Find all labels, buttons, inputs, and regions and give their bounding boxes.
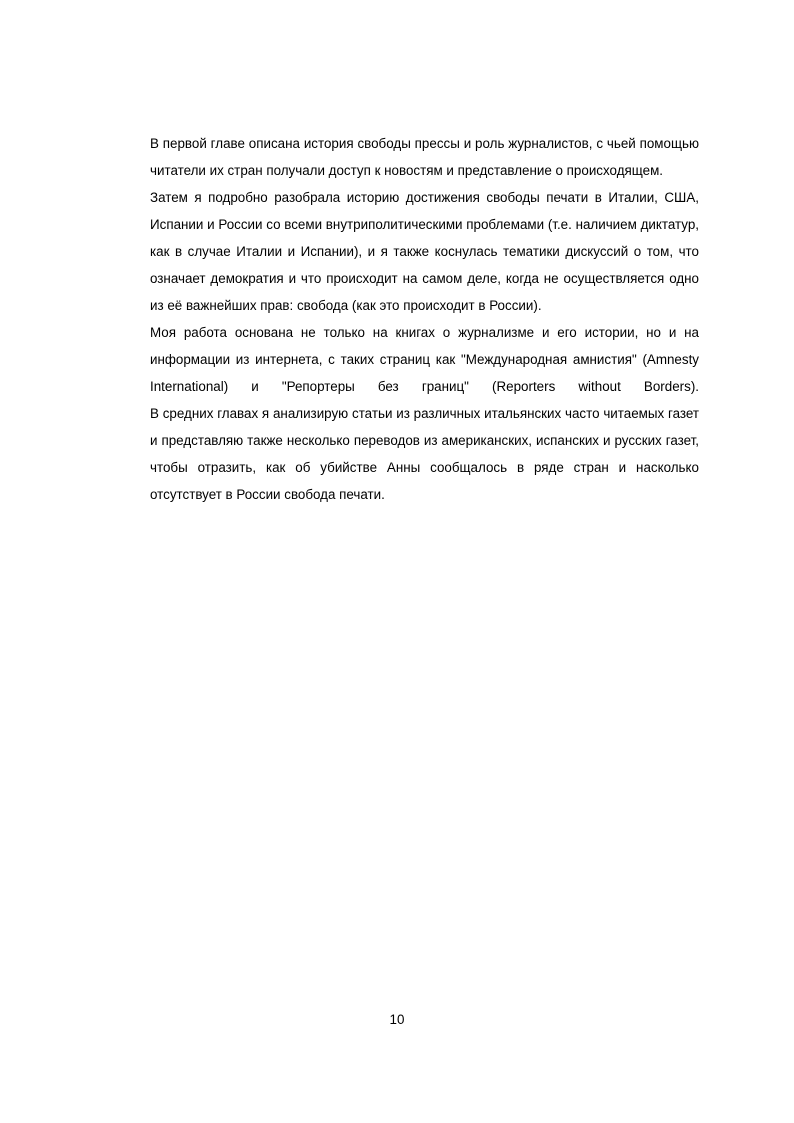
paragraph-2: Затем я подробно разобрала историю достижения свободы печати в Италии, США, Испании и России со всеми внутриполитическими проблемами (т.е. наличием диктатур, как в случае Италии и Испании), и я также коснулась тематики дискуссий о том, что означает демократия и что происходит на самом деле, когда не осуществляется одно из её важнейших прав: свобода (как это происходит в России).: [150, 190, 699, 313]
paragraph-4: В средних главах я анализирую статьи из различных итальянских часто читаемых газет и представляю также несколько переводов из американских, испанских и русских газет, чтобы отразить, как об убийстве Анны сообщалось в ряде стран и насколько отсутствует в России свобода печати.: [150, 406, 699, 502]
page-number: 10: [389, 1012, 405, 1027]
paragraph-3: Моя работа основана не только на книгах о журнализме и его истории, но и на информации из интернета, с таких страниц как "Международная амнистия" (Amnesty International) и "Репортеры без границ" (Reporters without Borders).: [150, 325, 699, 394]
body-text: [150, 130, 699, 508]
paragraph-1: В первой главе описана история свободы прессы и роль журналистов, с чьей помощью читатели их стран получали доступ к новостям и представление о происходящем.: [150, 136, 699, 178]
